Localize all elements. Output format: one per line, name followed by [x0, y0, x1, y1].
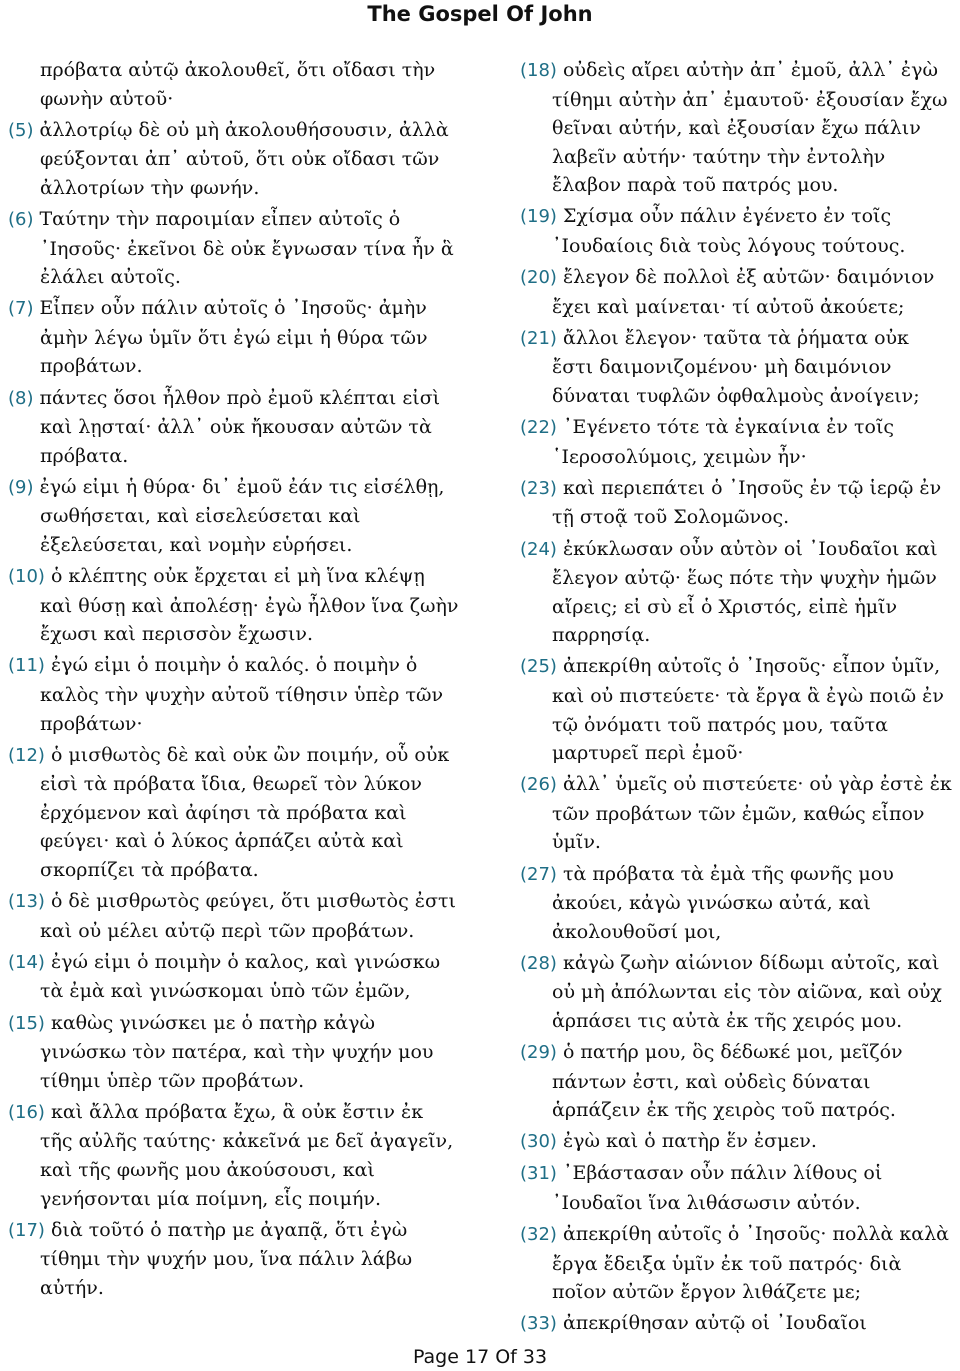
verse	[520, 1159, 956, 1217]
verse	[520, 56, 956, 200]
verse-text: ὁ πατήρ μου, ὃς δέδωκέ μοι, μεῖζόν πάντων ἐστι, καὶ οὐδεὶς δύναται ἁρπάζειν ἐκ τῆς χειρὸς τοῦ πατρός.	[552, 1041, 903, 1122]
verse	[8, 562, 460, 649]
verse	[520, 1127, 956, 1157]
verse-number: (10)	[8, 566, 45, 588]
verse	[8, 1216, 460, 1303]
verse-text: οὐδεὶς αἴρει αὐτὴν ἀπ᾽ ἐμοῦ, ἀλλ᾽ ἐγὼ τίθημι αὐτὴν ἀπ᾽ ἐμαυτοῦ· ἐξουσίαν ἔχω θεῖναι αὐτήν, καὶ ἐξουσίαν ἔχω πάλιν λαβεῖν αὐτήν· ταύτην τὴν ἐντολὴν ἔλαβον παρὰ τοῦ πατρός μου.	[552, 59, 948, 197]
verse	[8, 741, 460, 885]
verse-text: ἐκύκλωσαν οὖν αὐτὸν οἱ ᾽Ιουδαῖοι καὶ ἔλεγον αὐτῷ· ἕως πότε τὴν ψυχὴν ἡμῶν αἴρεις; εἰ σὺ εἶ ὁ Χριστός, εἰπὲ ἡμῖν παρρησίᾳ.	[552, 537, 938, 647]
verse	[520, 413, 956, 471]
verse	[520, 1038, 956, 1125]
verse-number: (22)	[520, 417, 557, 439]
verse-number: (7)	[8, 298, 34, 320]
verse-number: (8)	[8, 387, 34, 409]
verse-number: (20)	[520, 267, 557, 289]
verse-text: Εἶπεν οὖν πάλιν αὐτοῖς ὁ ᾽Ιησοῦς· ἀμὴν ἀμὴν λέγω ὑμῖν ὅτι ἐγώ εἰμι ἡ θύρα τῶν προβάτων.	[39, 297, 428, 378]
verse	[520, 1309, 956, 1339]
verse-number: (23)	[520, 477, 557, 499]
verse-text: ἐγώ εἰμι ὁ ποιμὴν ὁ καλός. ὁ ποιμὴν ὁ καλὸς τὴν ψυχὴν αὐτοῦ τίθησιν ὑπὲρ τῶν προβάτων·	[40, 654, 443, 735]
verse-number: (16)	[8, 1101, 45, 1123]
verse-text: κἀγὼ ζωὴν αἰώνιον δίδωμι αὐτοῖς, καὶ οὐ μὴ ἀπόλωνται εἰς τὸν αἰῶνα, καὶ οὐχ ἁρπάσει τις αὐτὰ ἐκ τῆς χειρός μου.	[552, 951, 942, 1032]
right-column	[520, 56, 956, 1342]
verse-number: (21)	[520, 327, 557, 349]
verse-number: (33)	[520, 1313, 557, 1335]
verse-number: (26)	[520, 774, 557, 796]
verse-text: καὶ περιεπάτει ὁ ᾽Ιησοῦς ἐν τῷ ἱερῷ ἐν τῇ στοᾷ τοῦ Σολομῶνος.	[552, 476, 942, 529]
verse-number: (31)	[520, 1163, 557, 1185]
verse	[8, 473, 460, 560]
page-header-title: The Gospel Of John	[367, 2, 593, 26]
verse-text: ἐγώ εἰμι ὁ ποιμὴν ὁ καλος, καὶ γινώσκω τὰ ἐμὰ καὶ γινώσκομαι ὑπὸ τῶν ἐμῶν,	[40, 950, 441, 1003]
verse	[8, 948, 460, 1006]
verse-text: καθὼς γινώσκει με ὁ πατὴρ κἀγὼ γινώσκω τὸν πατέρα, καὶ τὴν ψυχήν μου τίθημι ὑπὲρ τῶν προβάτων.	[40, 1011, 434, 1092]
verse-text: ἀπεκρίθη αὐτοῖς ὁ ᾽Ιησοῦς· εἶπον ὑμῖν, καὶ οὐ πιστεύετε· τὰ ἔργα ἃ ἐγὼ ποιῶ ἐν τῷ ὀνόματι τοῦ πατρός μου, ταῦτα μαρτυρεῖ περὶ ἐμοῦ·	[552, 655, 944, 765]
verse	[8, 294, 460, 381]
verse	[8, 1098, 460, 1213]
verse-text: ἀλλοτρίῳ δὲ οὐ μὴ ἀκολουθήσουσιν, ἀλλὰ φεύξονται ἀπ᾽ αὐτοῦ, ὅτι οὐκ οἴδασι τῶν ἀλλοτρίων τὴν φωνήν.	[39, 118, 449, 199]
verse-number: (12)	[8, 744, 45, 766]
verse-text: ἀπεκρίθησαν αὐτῷ οἱ ᾽Ιουδαῖοι	[562, 1312, 867, 1335]
verse	[520, 1220, 956, 1307]
verse-number: (13)	[8, 891, 45, 913]
verse-text: ὁ δὲ μισθρωτὸς φεύγει, ὅτι μισθωτὸς ἐστι καὶ οὐ μέλει αὐτῷ περὶ τῶν προβάτων.	[40, 890, 456, 942]
verse	[8, 384, 460, 471]
verse-number: (29)	[520, 1042, 557, 1064]
verse-text: ᾽Εγένετο τότε τὰ ἐγκαίνια ἐν τοῖς ῾Ιεροσολύμοις, χειμὼν ἦν·	[552, 416, 895, 468]
verse-text: ἔλεγον δὲ πολλοὶ ἐξ αὐτῶν· δαιμόνιον ἔχει καὶ μαίνεται· τί αὐτοῦ ἀκούετε;	[552, 266, 935, 318]
page-number-footer: Page 17 Of 33	[412, 1346, 548, 1368]
verse-number: (15)	[8, 1012, 45, 1034]
verse-text: πάντες ὅσοι ἦλθον πρὸ ἐμοῦ κλέπται εἰσὶ καὶ λῃσταί· ἀλλ᾽ οὐκ ἤκουσαν αὐτῶν τὰ πρόβατα.	[39, 386, 441, 467]
verse	[520, 202, 956, 260]
verse	[520, 535, 956, 650]
verse-text: ἀπεκρίθη αὐτοῖς ὁ ᾽Ιησοῦς· πολλὰ καλὰ ἔργα ἔδειξα ὑμῖν ἐκ τοῦ πατρός· διὰ ποῖον αὐτῶν ἔργον λιθάζετε με;	[552, 1223, 949, 1304]
verse-number: (9)	[8, 476, 34, 498]
verse-text: Ταύτην τὴν παροιμίαν εἶπεν αὐτοῖς ὁ ᾽Ιησοῦς· ἐκεῖνοι δὲ οὐκ ἔγνωσαν τίνα ἦν ἃ ἐλάλει αὐτοῖς.	[39, 207, 454, 289]
verse-text: ὁ κλέπτης οὐκ ἔρχεται εἰ μὴ ἵνα κλέψῃ καὶ θύσῃ καὶ ἀπολέσῃ· ἐγὼ ἦλθον ἵνα ζωὴν ἔχωσι καὶ περισσὸν ἔχωσιν.	[40, 565, 459, 646]
verse-text: ἄλλοι ἔλεγον· ταῦτα τὰ ῥήματα οὐκ ἔστι δαιμονιζομένου· μὴ δαιμόνιον δύναται τυφλῶν ὀφθαλμοὺς ἀνοίγειν;	[552, 326, 920, 408]
verse-number: (11)	[8, 655, 45, 677]
verse-number: (5)	[8, 119, 34, 141]
verse-number: (17)	[8, 1219, 45, 1241]
verse	[520, 652, 956, 767]
verse	[8, 887, 460, 945]
verse-number: (32)	[520, 1224, 557, 1246]
verse-continuation	[8, 56, 460, 113]
verse-number: (27)	[520, 863, 557, 885]
verse	[520, 770, 956, 857]
verse	[8, 1009, 460, 1096]
verse	[520, 324, 956, 411]
verse-number: (28)	[520, 952, 557, 974]
verse-text: καὶ ἄλλα πρόβατα ἔχω, ἃ οὐκ ἔστιν ἐκ τῆς αὐλῆς ταύτης· κἀκεῖνά με δεῖ ἀγαγεῖν, καὶ τῆς φωνῆς μου ἀκούσουσι, καὶ γενήσονται μία ποίμνη, εἷς ποιμήν.	[40, 1100, 454, 1210]
verse-number: (25)	[520, 656, 557, 678]
verse-text: ἐγώ εἰμι ἡ θύρα· δι᾽ ἐμοῦ ἐάν τις εἰσέλθῃ, σωθήσεται, καὶ εἰσελεύσεται καὶ ἐξελεύσεται, καὶ νομὴν εὑρήσει.	[39, 475, 445, 556]
verse-number: (30)	[520, 1131, 557, 1153]
verse	[8, 651, 460, 738]
verse	[520, 860, 956, 947]
left-column	[8, 56, 460, 1305]
verse-number: (18)	[520, 60, 557, 81]
verse-text: ᾽Εβάστασαν οὖν πάλιν λίθους οἱ ᾽Ιουδαῖοι ἵνα λιθάσωσιν αὐτόν.	[552, 1162, 883, 1215]
verse	[8, 116, 460, 203]
verse-text: τὰ πρόβατα τὰ ἐμὰ τῆς φωνῆς μου ἀκούει, κἀγὼ γινώσκω αὐτά, καὶ ἀκολουθοῦσί μοι,	[552, 862, 894, 943]
verse	[520, 949, 956, 1036]
verse-text: ὁ μισθωτὸς δὲ καὶ οὐκ ὢν ποιμήν, οὗ οὐκ εἰσὶ τὰ πρόβατα ἴδια, θεωρεῖ τὸν λύκον ἐρχόμενον καὶ ἀφίησι τὰ πρόβατα καὶ φεύγει· καὶ ὁ λύκος ἁρπάζει αὐτὰ καὶ σκορπίζει τὰ πρόβατα.	[40, 743, 450, 882]
verse-number: (6)	[8, 208, 34, 230]
verse-text: ἀλλ᾽ ὑμεῖς οὐ πιστεύετε· οὐ γὰρ ἐστὲ ἐκ τῶν προβάτων τῶν ἐμῶν, καθώς εἶπον ὑμῖν.	[552, 773, 952, 854]
verse-number: (19)	[520, 206, 557, 228]
verse-text: πρόβατα αὐτῷ ἀκολουθεῖ, ὅτι οἴδασι τὴν φωνὴν αὐτοῦ·	[40, 59, 436, 110]
verse-text: διὰ τοῦτό ὁ πατὴρ με ἀγαπᾷ, ὅτι ἐγὼ τίθημι τὴν ψυχήν μου, ἵνα πάλιν λάβω αὐτήν.	[40, 1218, 413, 1299]
verse-text: ἐγὼ καὶ ὁ πατὴρ ἕν ἐσμεν.	[562, 1130, 817, 1153]
verse-number: (14)	[8, 951, 45, 973]
verse	[520, 474, 956, 532]
verse-number: (24)	[520, 538, 557, 560]
verse-text: Σχίσμα οὖν πάλιν ἐγένετο ἐν τοῖς ᾽Ιουδαίοις διὰ τοὺς λόγους τούτους.	[552, 205, 906, 258]
verse	[8, 205, 460, 292]
verse	[520, 263, 956, 321]
